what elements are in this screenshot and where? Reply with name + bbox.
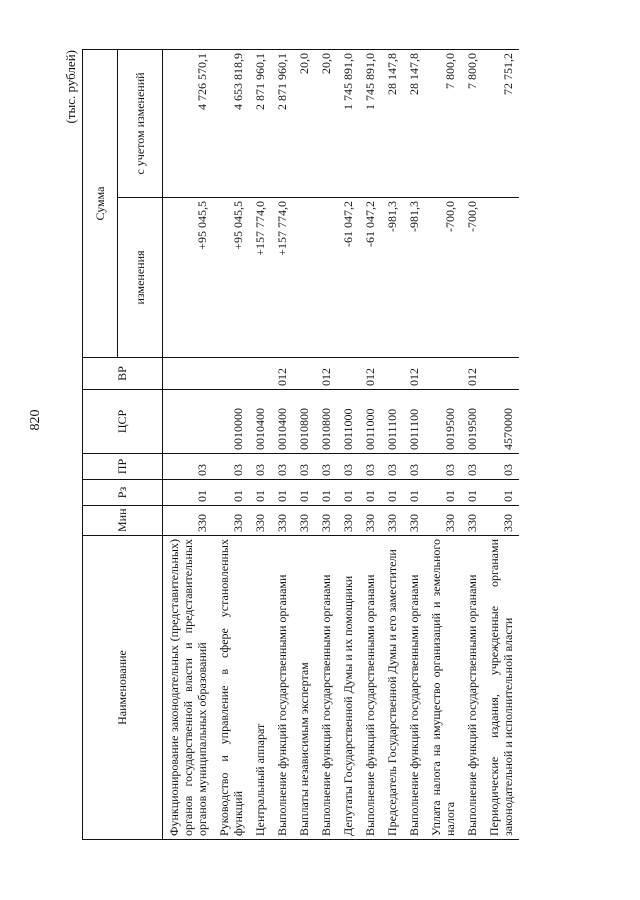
- table-row: [461, 49, 483, 839]
- row-name: Выполнение функций государственными органами: [271, 536, 293, 840]
- table-row: [249, 49, 271, 839]
- row-csr: 0010400: [271, 390, 293, 454]
- row-change: +95 045,5: [213, 198, 249, 358]
- row-total: 4 653 818,9: [213, 49, 249, 197]
- row-name: Выполнение функций государственными органами: [403, 536, 425, 840]
- row-vr: [293, 358, 315, 390]
- row-csr: 0019500: [425, 390, 461, 454]
- row-min: 330: [381, 506, 403, 536]
- row-csr: 0011000: [337, 390, 359, 454]
- row-vr: [249, 358, 271, 390]
- header-rz: Рз: [83, 480, 163, 506]
- table-body: [163, 49, 520, 839]
- row-change: -700,0: [425, 198, 461, 358]
- row-vr: [213, 358, 249, 390]
- row-total: 7 800,0: [461, 49, 483, 197]
- header-with-change: с учетом изменений: [118, 49, 163, 197]
- row-name: Выполнение функций государственными органами: [461, 536, 483, 840]
- header-pr: ПР: [83, 454, 163, 480]
- row-min: 330: [483, 506, 519, 536]
- row-min: 330: [359, 506, 381, 536]
- row-min: 330: [315, 506, 337, 536]
- row-csr: 0011100: [403, 390, 425, 454]
- row-change: +157 774,0: [249, 198, 271, 358]
- row-min: 330: [461, 506, 483, 536]
- row-csr: 4570000: [483, 390, 519, 454]
- row-pr: 03: [315, 454, 337, 480]
- row-pr: 03: [337, 454, 359, 480]
- table-row: [337, 49, 359, 839]
- table-row: [293, 49, 315, 839]
- row-min: 330: [293, 506, 315, 536]
- row-csr: 0011000: [359, 390, 381, 454]
- header-sum: Сумма: [83, 49, 118, 357]
- row-rz: 01: [403, 480, 425, 506]
- row-pr: 03: [381, 454, 403, 480]
- row-min: 330: [163, 506, 214, 536]
- row-pr: 03: [359, 454, 381, 480]
- row-pr: 03: [271, 454, 293, 480]
- row-vr: 012: [403, 358, 425, 390]
- row-name: Председатель Государственной Думы и его заместители: [381, 536, 403, 840]
- row-pr: 03: [403, 454, 425, 480]
- row-min: 330: [213, 506, 249, 536]
- table-row: [403, 49, 425, 839]
- row-rz: 01: [163, 480, 214, 506]
- row-change: +157 774,0: [271, 198, 293, 358]
- row-pr: 03: [425, 454, 461, 480]
- row-vr: 012: [359, 358, 381, 390]
- row-rz: 01: [461, 480, 483, 506]
- row-change: -61 047,2: [337, 198, 359, 358]
- row-min: 330: [249, 506, 271, 536]
- units-label: (тыс. рублей): [63, 50, 78, 124]
- row-vr: 012: [315, 358, 337, 390]
- row-rz: 01: [359, 480, 381, 506]
- row-min: 330: [337, 506, 359, 536]
- row-min: 330: [403, 506, 425, 536]
- row-vr: [381, 358, 403, 390]
- row-name: Периодические издания, учрежденные органами законодательной и исполнительной власти: [483, 536, 519, 840]
- row-rz: 01: [483, 480, 519, 506]
- row-vr: [425, 358, 461, 390]
- header-change: изменения: [118, 198, 163, 358]
- budget-table: [82, 49, 519, 840]
- row-pr: 03: [163, 454, 214, 480]
- row-csr: 0011100: [381, 390, 403, 454]
- row-name: Руководство и управление в сфере установленных функций: [213, 536, 249, 840]
- row-name: Уплата налога на имущество организаций и земельного налога: [425, 536, 461, 840]
- row-total: 1 745 891,0: [337, 49, 359, 197]
- header-name: Наименование: [83, 536, 163, 840]
- row-change: -981,3: [381, 198, 403, 358]
- row-vr: [163, 358, 214, 390]
- row-min: 330: [271, 506, 293, 536]
- row-pr: 03: [213, 454, 249, 480]
- row-total: 28 147,8: [381, 49, 403, 197]
- row-name: Центральный аппарат: [249, 536, 271, 840]
- row-change: [315, 198, 337, 358]
- row-pr: 03: [293, 454, 315, 480]
- table-row: [381, 49, 403, 839]
- row-name: Функционирование законодательных (представительных) органов государственной власти и представительных органов муниципальных образований: [163, 536, 214, 840]
- row-csr: 0010800: [293, 390, 315, 454]
- row-name: Депутаты Государственной Думы и их помощники: [337, 536, 359, 840]
- table-row: [425, 49, 461, 839]
- page-number: 820: [28, 409, 43, 431]
- table-row: [271, 49, 293, 839]
- row-total: 20,0: [315, 49, 337, 197]
- row-rz: 01: [271, 480, 293, 506]
- row-name: Выполнение функций государственными органами: [315, 536, 337, 840]
- row-pr: 03: [249, 454, 271, 480]
- row-csr: 0010000: [213, 390, 249, 454]
- row-total: 72 751,2: [483, 49, 519, 197]
- row-csr: [163, 390, 214, 454]
- row-change: -700,0: [461, 198, 483, 358]
- header-min: Мин: [83, 506, 163, 536]
- row-change: [483, 198, 519, 358]
- row-csr: 0019500: [461, 390, 483, 454]
- row-change: +95 045,5: [163, 198, 214, 358]
- row-rz: 01: [337, 480, 359, 506]
- row-csr: 0010400: [249, 390, 271, 454]
- table-row: [213, 49, 249, 839]
- row-rz: 01: [425, 480, 461, 506]
- row-pr: 03: [483, 454, 519, 480]
- row-name: Выплаты независимым экспертам: [293, 536, 315, 840]
- row-change: [293, 198, 315, 358]
- row-pr: 03: [461, 454, 483, 480]
- table-row: [163, 49, 214, 839]
- row-total: 2 871 960,1: [249, 49, 271, 197]
- row-rz: 01: [213, 480, 249, 506]
- row-vr: 012: [461, 358, 483, 390]
- row-min: 330: [425, 506, 461, 536]
- row-total: 7 800,0: [425, 49, 461, 197]
- row-rz: 01: [381, 480, 403, 506]
- header-vr: ВР: [83, 358, 163, 390]
- row-rz: 01: [249, 480, 271, 506]
- row-vr: [337, 358, 359, 390]
- table-row: [315, 49, 337, 839]
- rotated-page-content: [60, 50, 580, 840]
- row-vr: 012: [271, 358, 293, 390]
- row-csr: 0010800: [315, 390, 337, 454]
- row-change: -981,3: [403, 198, 425, 358]
- row-total: 1 745 891,0: [359, 49, 381, 197]
- row-rz: 01: [293, 480, 315, 506]
- row-change: -61 047,2: [359, 198, 381, 358]
- row-total: 28 147,8: [403, 49, 425, 197]
- row-name: Выполнение функций государственными органами: [359, 536, 381, 840]
- table-row: [359, 49, 381, 839]
- row-total: 4 726 570,1: [163, 49, 214, 197]
- row-rz: 01: [315, 480, 337, 506]
- header-csr: ЦСР: [83, 390, 163, 454]
- row-total: 2 871 960,1: [271, 49, 293, 197]
- row-total: 20,0: [293, 49, 315, 197]
- row-vr: [483, 358, 519, 390]
- table-row: [483, 49, 519, 839]
